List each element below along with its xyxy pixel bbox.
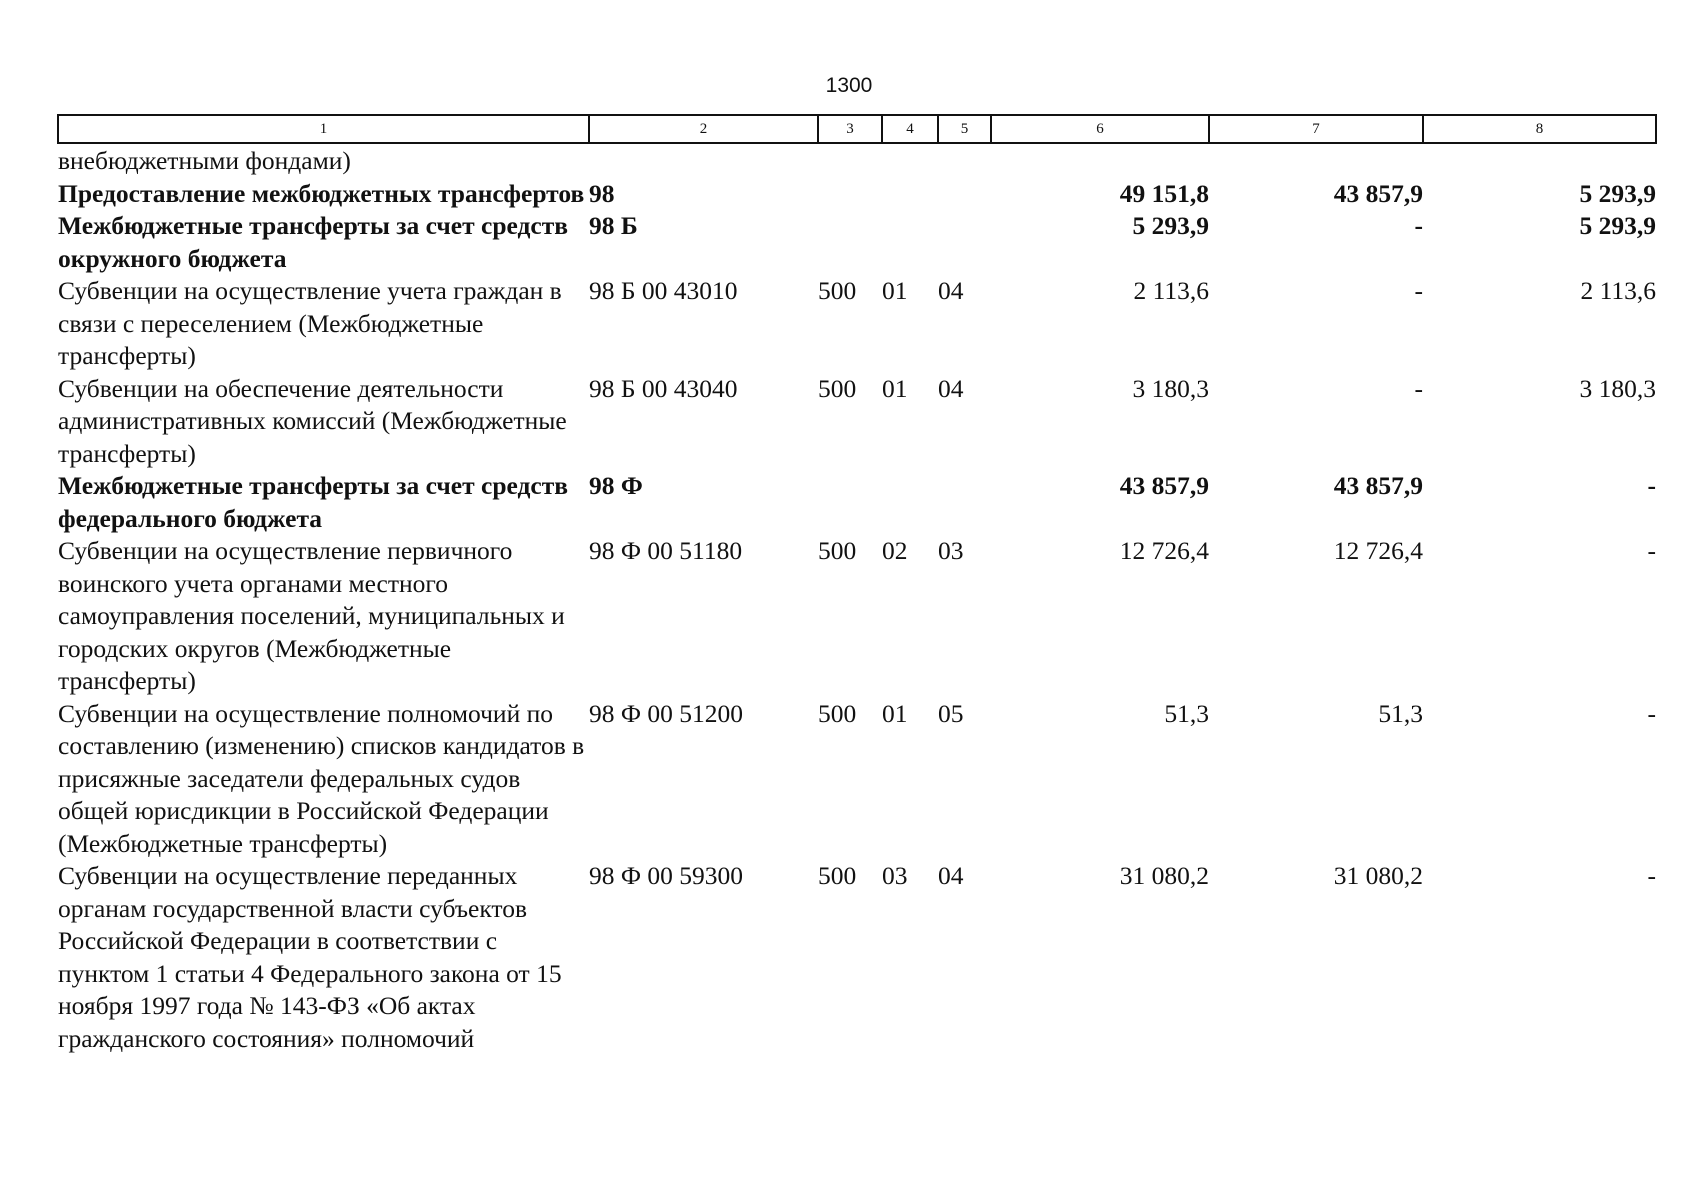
row-code: 98 Ф 00 59300: [589, 861, 744, 890]
row-v6: 3 180,3: [1132, 373, 1209, 403]
row-c5: [938, 178, 991, 211]
header-col-7: 7: [1209, 115, 1423, 143]
row-c4: [882, 143, 938, 178]
row-c5: 03: [938, 536, 964, 565]
row-c3: [818, 210, 882, 275]
header-col-3: 3: [818, 115, 882, 143]
row-v8: -: [1647, 698, 1656, 728]
row-v6: 43 857,9: [1119, 471, 1209, 500]
table-row: [58, 275, 1656, 373]
row-name: Субвенции на обеспечение деятельности административных комиссий (Межбюджетные трансферты): [58, 373, 567, 468]
row-v8: 5 293,9: [1579, 178, 1656, 208]
table-body: [58, 143, 1656, 1055]
row-c5: [938, 210, 991, 275]
row-name: внебюджетными фондами): [58, 146, 351, 175]
row-code: 98 Б: [589, 211, 638, 240]
row-v8: -: [1647, 536, 1656, 565]
row-v7: 43 857,9: [1333, 178, 1423, 208]
row-c4: 01: [882, 373, 908, 403]
row-v7: -: [1414, 211, 1423, 240]
row-c3: 500: [818, 373, 857, 403]
row-c5: 05: [938, 698, 964, 728]
row-c3: 500: [818, 536, 857, 565]
table-header: [58, 115, 1656, 143]
table-row: [58, 535, 1656, 698]
row-c3: [818, 143, 882, 178]
row-v8: 3 180,3: [1579, 373, 1656, 403]
table-row: [58, 698, 1656, 861]
row-c3: 500: [818, 276, 857, 305]
row-code: 98 Ф 00 51180: [589, 536, 743, 565]
row-c4: 03: [882, 861, 908, 890]
row-c5: [938, 470, 991, 535]
row-name: Предоставление межбюджетных трансфертов: [58, 178, 585, 208]
row-v7: 43 857,9: [1333, 471, 1423, 500]
header-col-5: 5: [938, 115, 991, 143]
row-c4: [882, 470, 938, 535]
row-c5: 04: [938, 276, 964, 305]
header-col-1: 1: [58, 115, 589, 143]
row-code: 98 Б 00 43010: [589, 276, 738, 305]
table-row: [58, 860, 1656, 1055]
row-v8: 2 113,6: [1580, 276, 1656, 305]
row-v7: [1209, 143, 1423, 178]
row-v6: 49 151,8: [1119, 178, 1209, 208]
table-row: [58, 373, 1656, 471]
row-c5: 04: [938, 373, 964, 403]
row-c3: 500: [818, 861, 857, 890]
header-col-8: 8: [1423, 115, 1656, 143]
row-v6: [991, 143, 1209, 178]
row-code: 98: [589, 178, 615, 208]
row-c4: [882, 210, 938, 275]
table-row: [58, 210, 1656, 275]
row-v6: 12 726,4: [1119, 536, 1209, 565]
row-v8: -: [1647, 471, 1656, 500]
row-c5: [938, 143, 991, 178]
row-name: Межбюджетные трансферты за счет средств федерального бюджета: [58, 471, 569, 533]
table-row: [58, 178, 1656, 211]
row-c3: [818, 178, 882, 211]
row-name: Межбюджетные трансферты за счет средств окружного бюджета: [58, 211, 569, 273]
row-c4: 01: [882, 276, 908, 305]
header-col-4: 4: [882, 115, 938, 143]
header-col-6: 6: [991, 115, 1209, 143]
row-v6: 51,3: [1164, 698, 1209, 728]
row-v6: 31 080,2: [1119, 861, 1209, 890]
row-v7: 12 726,4: [1333, 536, 1423, 565]
row-code: 98 Б 00 43040: [589, 373, 738, 403]
row-v7: -: [1414, 373, 1423, 403]
header-col-2: 2: [589, 115, 818, 143]
table-row: [58, 143, 1656, 178]
row-v7: -: [1414, 276, 1423, 305]
row-c5: 04: [938, 861, 964, 890]
row-code: 98 Ф: [589, 471, 643, 500]
row-v7: 51,3: [1378, 698, 1423, 728]
row-v6: 2 113,6: [1133, 276, 1209, 305]
row-name: Субвенции на осуществление переданных органам государственной власти субъектов Российской Федерации в соответствии с пунктом 1 статьи 4 Федерального закона от 15 ноября 1997 года № 143-ФЗ «Об актах гражданского состояния» полномочий: [58, 861, 562, 1053]
table-row: [58, 470, 1656, 535]
row-v7: 31 080,2: [1333, 861, 1423, 890]
row-code: 98 Ф 00 51200: [589, 698, 744, 728]
row-code: [589, 143, 818, 178]
row-c4: [882, 178, 938, 211]
row-v8: [1423, 143, 1656, 178]
row-name: Субвенции на осуществление полномочий по составлению (изменению) списков кандидатов в присяжные заседатели федеральных судов общей юрисдикции в Российской Федерации (Межбюджетные трансферты): [58, 698, 585, 858]
row-name: Субвенции на осуществление первичного воинского учета органами местного самоуправления поселений, муниципальных и городских округов (Межбюджетные трансферты): [58, 536, 565, 695]
row-c3: 500: [818, 698, 857, 728]
row-v8: -: [1647, 861, 1656, 890]
row-v8: 5 293,9: [1579, 211, 1656, 240]
page-number: 1300: [825, 74, 873, 97]
budget-table: [57, 114, 1657, 1055]
row-name: Субвенции на осуществление учета граждан в связи с переселением (Межбюджетные трансферты): [58, 276, 562, 370]
row-c4: 02: [882, 536, 908, 565]
row-v6: 5 293,9: [1132, 211, 1209, 240]
row-c4: 01: [882, 698, 908, 728]
row-c3: [818, 470, 882, 535]
